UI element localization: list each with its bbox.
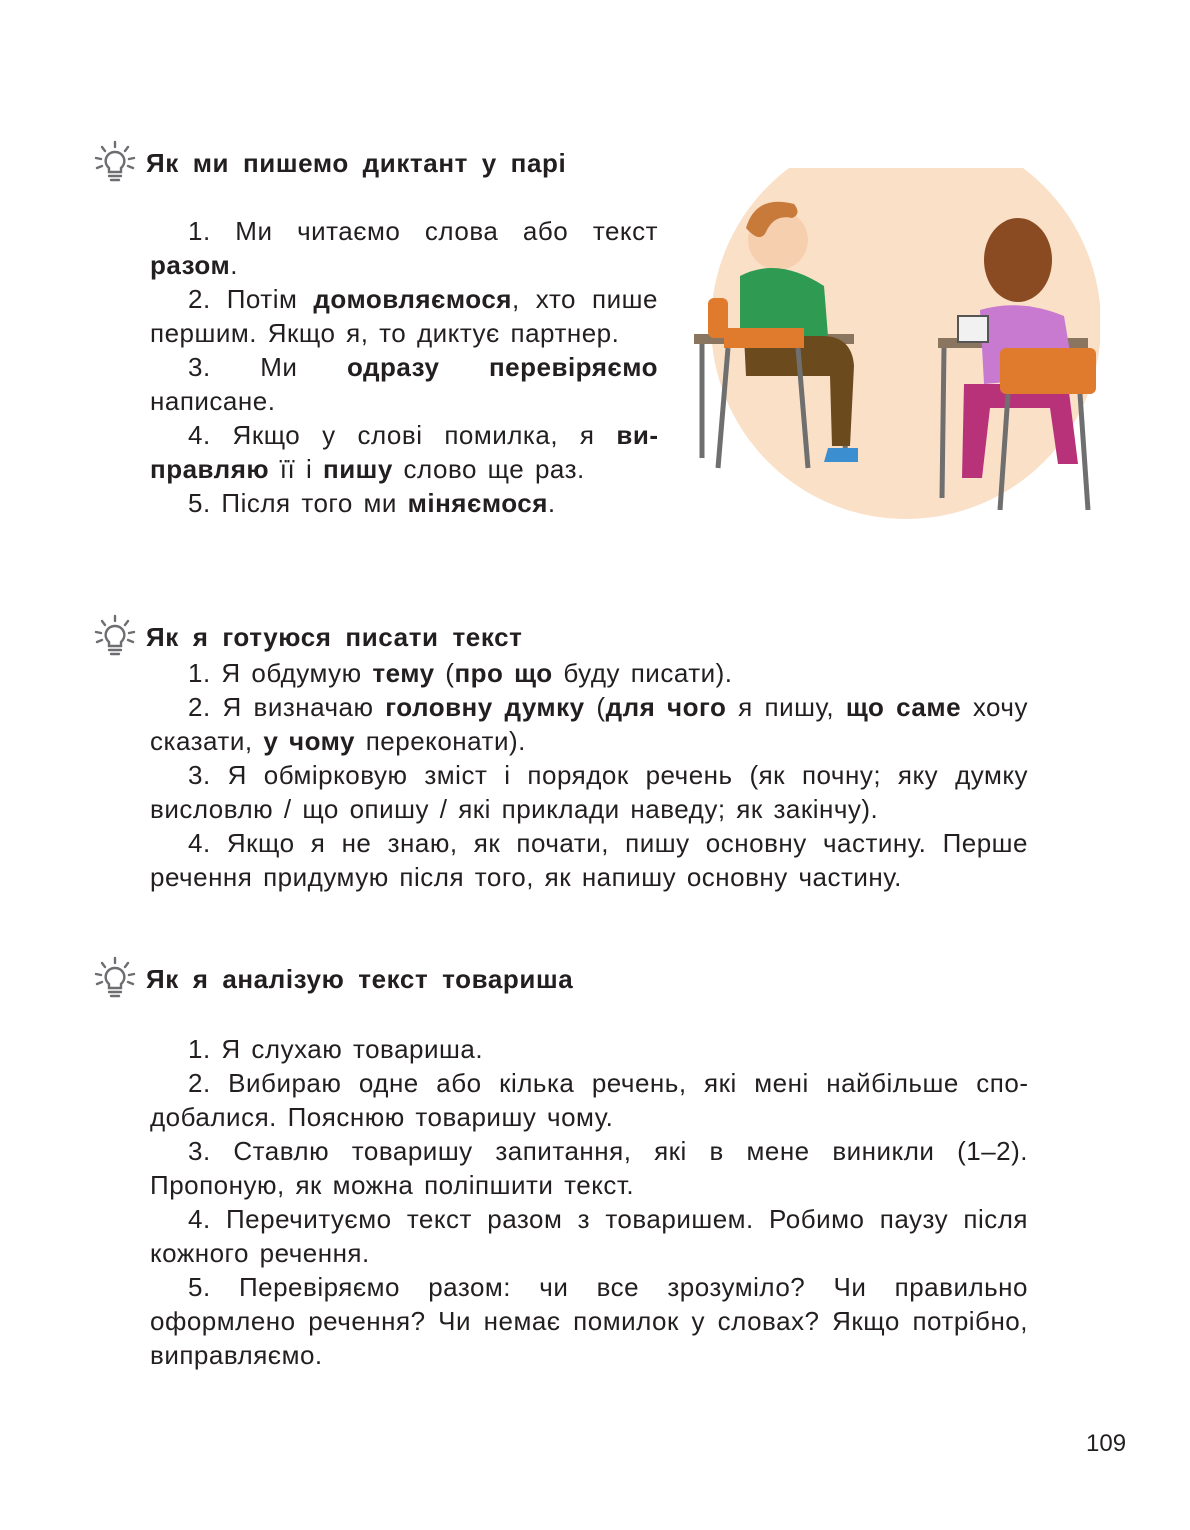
lightbulb-icon [92,956,138,1002]
section-heading [92,140,566,186]
list-item [150,1134,1028,1202]
bold-text: пишу [322,454,393,484]
text: . [547,488,556,518]
text: 2. Потім [188,284,314,314]
list-item [150,690,1028,758]
bold-text: у чому [263,726,355,756]
section-list [150,656,1028,894]
list-item [150,656,1028,690]
list-item [150,486,658,520]
section-heading [92,956,573,1002]
bold-text: одразу перевіряємо [346,352,659,382]
bold-text: виправляю [150,420,658,484]
text: 4. Якщо я не знаю, як почати, пишу основну частину. Перше речення придумую після того, як напишу основну частину. [150,828,1028,892]
bold-text: головну думку [385,692,585,722]
list-item [150,282,658,350]
text: 1. Ми читаємо слова або текст [188,216,658,246]
text: ( [584,692,606,722]
text: 1. Я слухаю товариша. [188,1034,484,1064]
text: я пишу, [726,692,846,722]
lightbulb-icon [92,614,138,660]
text: 3. Ми [188,352,347,382]
text: буду писати). [552,658,733,688]
section-heading [92,614,523,660]
bold-text: для чого [605,692,727,722]
text: написане. [150,386,276,416]
section-title: Як я готуюся писати текст [146,621,523,652]
page-number: 109 [1086,1430,1127,1457]
text: . [230,250,238,280]
text: 3. Ставлю товаришу запитання, які в мене виникли (1–2). Пропоную, як можна поліпшити текст. [150,1136,1028,1200]
bold-text: домовляємося [313,284,512,314]
bold-text: разом [150,250,231,280]
bold-text: про що [454,658,553,688]
text: , хто пише першим. Якщо я, то диктує партнер. [150,284,658,348]
bold-text: що саме [845,692,962,722]
list-item [150,214,658,282]
list-item [150,418,658,486]
list-item [150,758,1028,826]
text: слово ще раз. [392,454,585,484]
list-item [150,1270,1028,1372]
section-list [150,214,658,520]
list-item [150,826,1028,894]
list-item [150,350,658,418]
text: 5. Перевіряємо разом: чи все зрозуміло? Чи правильно оформлено речення? Чи немає помилок у словах? Якщо потрібно, виправляємо. [150,1272,1028,1370]
bold-text: міняємося [407,488,548,518]
bold-text: тему [372,658,435,688]
children-at-desks-illustration [688,168,1100,520]
text: 4. Перечитуємо текст разом з товаришем. Робимо паузу після кожного речення. [150,1204,1028,1268]
section-list [150,1032,1028,1372]
text: 2. Вибираю одне або кілька речень, які мені найбільше сподобалися. Пояснюю товаришу чому. [150,1068,1028,1132]
text: 2. Я визначаю [188,692,386,722]
text: ( [434,658,455,688]
lightbulb-icon [92,140,138,186]
section-title: Як я аналізую текст товариша [146,963,574,994]
list-item [150,1032,1028,1066]
list-item [150,1066,1028,1134]
list-item [150,1202,1028,1270]
text: хочу сказати, [150,692,1028,756]
text: переконати). [354,726,526,756]
text: 1. Я обдумую [188,658,373,688]
text: 5. Після того ми [188,488,408,518]
text: 3. Я обмірковую зміст і порядок речень (як почну; яку думку висловлю / що опишу / які приклади наведу; як закінчу). [150,760,1028,824]
section-title: Як ми пишемо диктант у парі [146,147,567,178]
text: її і [269,454,323,484]
text: 4. Якщо у слові помилка, я [188,420,617,450]
